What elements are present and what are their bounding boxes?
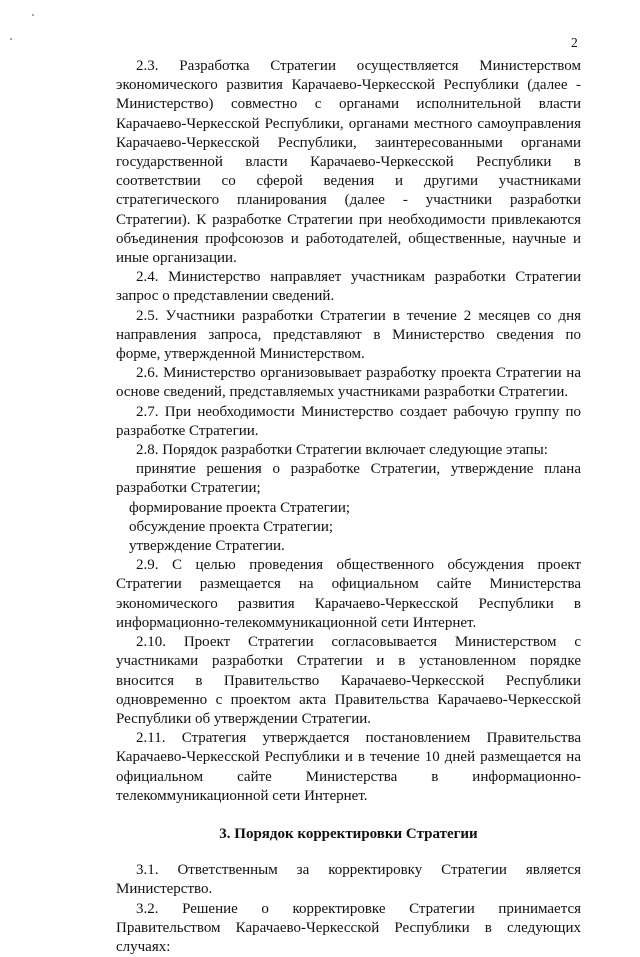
paragraph-2-7: 2.7. При необходимости Министерство создает рабочую группу по разработке Стратегии. [116,403,581,439]
paragraph-3-1: 3.1. Ответственным за корректировку Стратегии является Министерство. [116,862,581,898]
stage-item: обсуждение проекта Стратегии; [129,518,334,535]
paragraph-2-10: 2.10. Проект Стратегии согласовывается Министерством с участниками разработки Стратегии и в установленном порядке вносится в Правительство Карачаево-Черкесской Республики одновременно с проектом акта Правительства Карачаево-Черкесской Республики об утверждении Стратегии. [116,634,581,727]
paragraph-2-11: 2.11. Стратегия утверждается постановлением Правительства Карачаево-Черкесской Республики и в течение 10 дней размещается на официальном сайте Министерства в информационно-телекоммуникационной сети Интернет. [116,730,581,804]
scan-artifact [10,38,12,40]
paragraph-2-8: 2.8. Порядок разработки Стратегии включает следующие этапы: [136,442,548,459]
stage-item: принятие решения о разработке Стратегии, утверждение плана разработки Стратегии; [116,461,581,497]
stage-item: формирование проекта Стратегии; [129,499,351,516]
paragraph-2-6: 2.6. Министерство организовывает разработку проекта Стратегии на основе сведений, представляемых участниками разработки Стратегии. [116,365,581,401]
paragraph-2-3: 2.3. Разработка Стратегии осуществляется Министерством экономического развития Карачаево-Черкесской Республики (далее - Министерство) совместно с органами исполнительной власти Карачаево-Черкесской Республики, органами местного самоуправления Карачаево-Черкесской Республики, заинтересованными органами государственной власти Карачаево-Черкесской Республики в соответствии со сферой ведения и другими участниками стратегического планирования (далее - участники разработки Стратегии). К разработке Стратегии при необходимости привлекаются объединения профсоюзов и работодателей, общественные, научные и иные организации. [116,58,581,267]
paragraph-3-2: 3.2. Решение о корректировке Стратегии принимается Правительством Карачаево-Черкесской Республики в следующих случаях: [116,900,581,955]
page-number: 2 [571,35,578,50]
stage-item: утверждение Стратегии. [129,538,285,555]
paragraph-2-4: 2.4. Министерство направляет участникам разработки Стратегии запрос о представлении сведений. [116,269,581,305]
paragraph-2-5: 2.5. Участники разработки Стратегии в течение 2 месяцев со дня направления запроса, представляют в Министерство сведения по форме, утвержденной Министерством. [116,307,581,363]
paragraph-2-9: 2.9. С целью проведения общественного обсуждения проект Стратегии размещается на официальном сайте Министерства экономического развития Карачаево-Черкесской Республики в информационно-телекоммуникационной сети Интернет. [116,557,581,631]
document-body [116,57,581,957]
scan-artifact [32,14,34,16]
section-heading: 3. Порядок корректировки Стратегии [219,825,478,842]
